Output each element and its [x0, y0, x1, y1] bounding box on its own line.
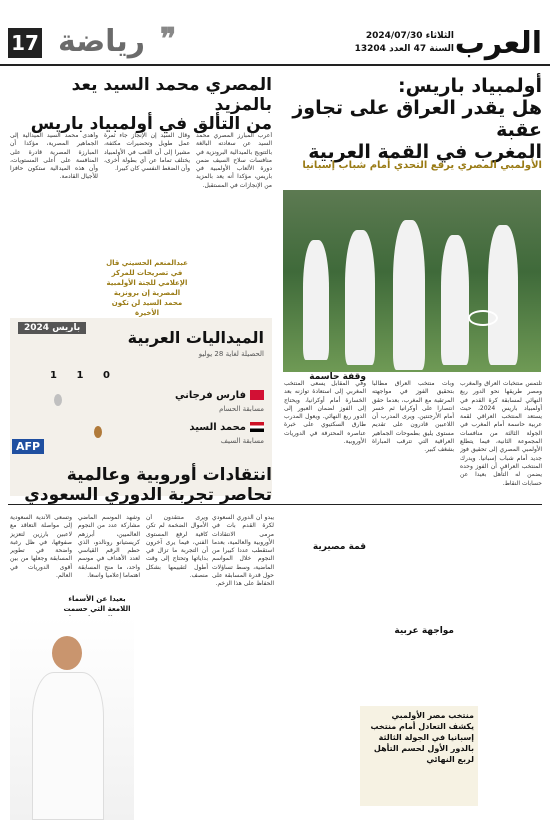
egypt-headline: [10, 76, 272, 135]
saudi-headline: [10, 466, 272, 505]
section-title: رياضة: [58, 24, 145, 59]
saudi-col4: وتسعى الأندية السعودية إلى مواصلة التعاقد مع لاعبين بارزين لتعزيز صفوفها، في ظل رغبة واضحة في تطوير المسابقة وجعلها من بين أقوى الدوريات في العالم.: [10, 514, 72, 580]
player-figure: [303, 240, 329, 360]
medals-subtitle: الحصيلة لغاية 28 يوليو: [198, 350, 264, 358]
player-figure: [345, 230, 375, 365]
main-subheadline: الأولمبي المصري يرفع التحدي أمام شباب إسبانيا: [302, 160, 542, 171]
olympic-rings-icon: [468, 310, 498, 326]
main-story-col1: تلتمس منتخبات العراق والمغرب ومصر طريقها نحو الدور ربع النهائي لمسابقة كرة القدم في أولمبياد باريس 2024، حيث يستعد المنتخب العراقي لقمة عربية حاسمة أمام المغرب في الجولة الثالثة من منافسات المجموعة الثانية، فيما يتطلع الأولمبي المصري إلى تحقيق فوز جديد أمام شباب إسبانيا. ويدرك المنتخب العراقي أن الفوز وحده يضمن له التأهل بعيدا عن حسابات النقاط.: [460, 380, 542, 487]
medal-counts: [50, 370, 110, 381]
silver-medal-icon: [54, 394, 62, 406]
player-figure: [441, 235, 469, 365]
player-jersey: [32, 672, 104, 820]
crosshead-3: مواجهة عربية: [394, 626, 454, 636]
medal-count: 0: [103, 370, 110, 381]
issue: السنة 47 العدد 13204: [354, 44, 454, 54]
egypt-col1: أعرب المبارز المصري محمد السيد عن سعادته البالغة بالتتويج بالميدالية البرونزية في منافسات سلاح السيف ضمن دورة الألعاب الأولمبية في باريس، مؤكدا أنه يعد بالمزيد من الإنجازات في المستقبل.: [196, 132, 272, 189]
saudi-col1: يبدو أن الدوري السعودي لكرة القدم بات في مرمى الانتقادات الأوروبية والعالمية، بعدما استقطب عددا كبيرا من النجوم خلال المواسم الماضية، وسط تساؤلات حول قدرة المسابقة على الحفاظ على هذا الزخم.: [212, 514, 274, 588]
quote-mark-icon: ❞: [160, 22, 177, 57]
main-headline: [277, 76, 542, 163]
sidebox: منتخب مصر الأولمبي يكشف التعادل أمام منتخب إسبانيا في الجولة الثالثة بالدور الأول لحسم التأهل لربع النهائي: [360, 706, 478, 806]
saudi-headline-line1: انتقادات أوروبية وعالمية: [66, 465, 272, 485]
bronze-medal-icon: [94, 426, 102, 438]
ronaldo-photo: [10, 616, 134, 820]
egypt-headline-line1: المصري محمد السيد يعد بالمزيد: [71, 75, 272, 115]
page-number: 17: [8, 28, 42, 58]
crosshead-1: وقفة حاسمة: [309, 372, 366, 382]
saudi-pullquote: بعيدا عن الأسماء اللامعة التي حسمت: [63, 595, 131, 613]
medal-event-1: مسابقة الحسام: [219, 405, 264, 413]
player-head: [52, 636, 82, 670]
saudi-headline-line2: تحاصر تجربة الدوري السعودي: [24, 484, 272, 505]
main-story-col2: وبات منتخب العراق مطالبا بتحقيق الفوز في مواجهته المرتقبة مع المغرب، بعدما حقق انتصارا على أوكرانيا ثم خسر أمام الأرجنتين. ويرى المدرب أن اللاعبين قادرون على تقديم مستوى يليق بطموحات الجماهير العراقية التي تترقب المباراة بشغف كبير.: [372, 380, 454, 454]
saudi-col3: وشهد الموسم الماضي مشاركة عدد من النجوم العالميين، أبرزهم كريستيانو رونالدو، الذي حطم الرقم القياسي لعدد الأهداف في موسم واحد، ما منح المسابقة اهتماما إعلاميا واسعا.: [78, 514, 140, 580]
medal-count: 1: [50, 370, 57, 381]
afp-logo: AFP: [12, 439, 44, 454]
medal-event-2: مسابقة السيف: [220, 437, 264, 445]
player-figure: [488, 225, 518, 365]
olympic-label: باريس 2024: [18, 322, 86, 334]
egypt-pullquote: عبدالمنعم الحسيني قال في تصريحات للمركز الإعلامي للجنة الأولمبية المصرية إن برونزية محمد السيد لن تكون الأخيرة: [106, 259, 188, 317]
player-figure: [393, 220, 425, 370]
main-headline-line3: المغرب في القمة العربية: [308, 140, 542, 163]
egypt-headline-line2: من التألق في أولمبياد باريس: [30, 114, 272, 135]
medal-count: 1: [76, 370, 84, 381]
main-headline-line1: أولمبياد باريس:: [397, 75, 542, 97]
egypt-col3: وأهدى محمد السيد الميدالية إلى الجماهير المصرية، مؤكدا أن المبارزة المصرية قادرة على المنافسة على أعلى المستويات، وأن هذه الميدالية ستكون حافزا للأجيال القادمة.: [10, 132, 98, 181]
medal-row-1: [175, 390, 264, 401]
dateline: [355, 30, 454, 56]
medal-row-2: [189, 422, 264, 433]
date: الثلاثاء 2024/07/30: [365, 31, 454, 41]
athlete-name: فارس فرجاني: [175, 390, 246, 401]
egypt-col2: وقال السيد إن الإنجاز جاء ثمرة عمل طويل وتحضيرات مكثفة، مشيرا إلى أن اللعب في الأولمبياد يختلف تماما عن أي بطولة أخرى، وأن الضغط النفسي كان كبيرا.: [104, 132, 190, 173]
main-story-col3: وفي المقابل يسعى المنتخب المغربي إلى استعادة توازنه بعد الخسارة أمام أوكرانيا، ويحتاج إلى الفوز لضمان العبور إلى الدور ربع النهائي. ويعول المدرب طارق السكتيوي على خبرة عناصره المحترفة في الدوريات الأوروبية.: [284, 380, 366, 446]
egypt-flag-icon: [250, 422, 264, 432]
team-photo: [283, 190, 541, 372]
tunisia-flag-icon: [250, 390, 264, 400]
crosshead-2: قمة مصيرية: [312, 542, 366, 552]
athlete-name: محمد السيد: [189, 422, 246, 433]
saudi-col2: ويرى منتقدون أن الأموال الضخمة لم تكن كافية لرفع المستوى الفني، فيما يرى آخرون أن التجربة ما تزال في بداياتها وتحتاج إلى وقت أطول لتقييمها بشكل منصف.: [146, 514, 208, 580]
newspaper-logo: العرب: [454, 26, 542, 61]
main-headline-line2: هل يقدر العراق على تجاوز عقبة: [292, 96, 542, 141]
medals-title: الميداليات العربية: [127, 328, 264, 347]
